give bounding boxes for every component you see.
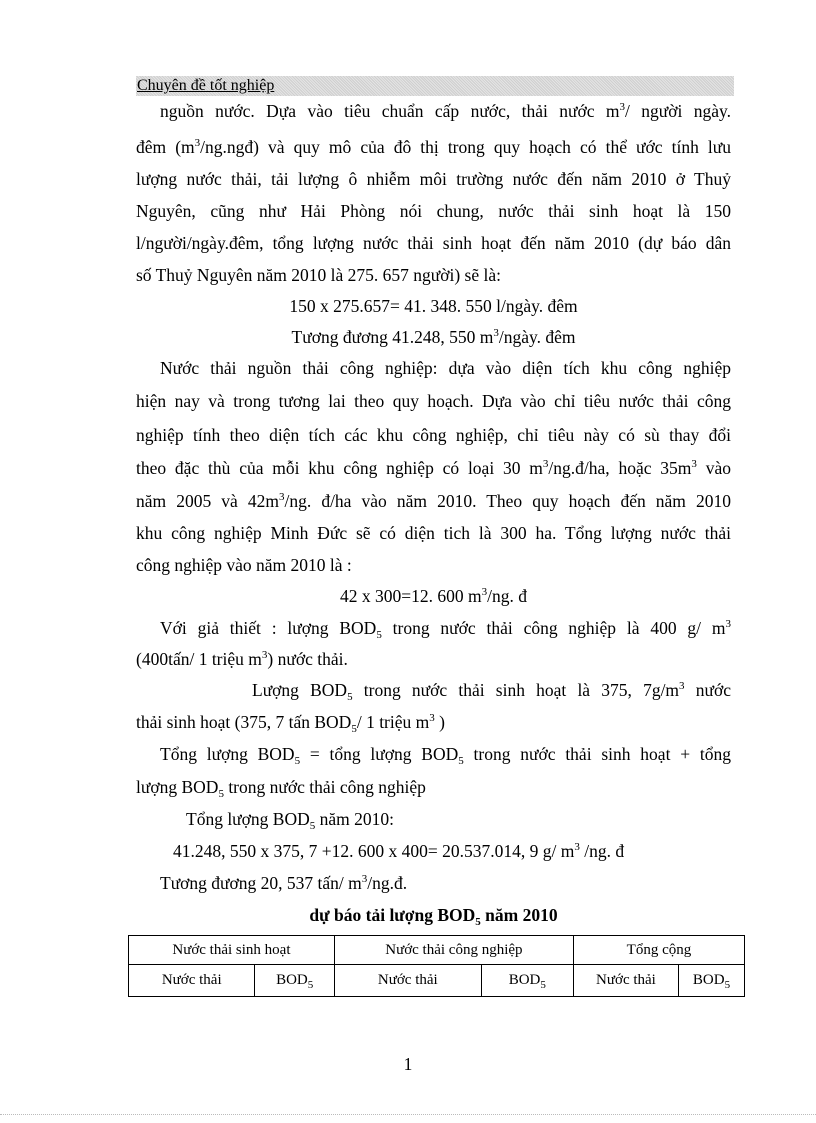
paragraph-line [252, 679, 731, 701]
superscript: 3 [493, 327, 499, 339]
text: /ng. đ [487, 586, 527, 606]
paragraph-line [136, 776, 426, 798]
superscript: 3 [481, 586, 488, 598]
paragraph-line [136, 711, 445, 733]
subscript: 5 [458, 755, 464, 767]
text: trong nước thải sinh hoạt + tổng [463, 744, 731, 764]
text: BOD [276, 972, 308, 988]
subscript: 5 [294, 755, 301, 767]
paragraph-line: công nghiệp vào năm 2010 là : [136, 555, 352, 575]
subscript: 5 [309, 820, 316, 832]
paragraph-line: hiện nay và trong tương lai theo quy hoạch. Dựa vào chỉ tiêu nước thải công [136, 391, 731, 411]
superscript: 3 [429, 712, 435, 724]
text: Tương đương 20, 537 tấn/ m [160, 873, 362, 893]
subscript: 5 [351, 723, 357, 735]
superscript: 3 [679, 680, 685, 692]
paragraph-line: khu công nghiệp Minh Đức sẽ có diện tich là 300 ha. Tổng lượng nước thải [136, 523, 731, 543]
subscript: 5 [540, 979, 546, 991]
paragraph-line [160, 872, 407, 894]
footer-divider [0, 1114, 816, 1115]
table-subheader-cell: Nước thải [129, 965, 255, 997]
text: thải sinh hoạt (375, 7 tấn BOD [136, 712, 352, 732]
text: 42 x 300=12. 600 m [340, 586, 482, 606]
header-text: Chuyên đề tốt nghiệp [137, 77, 275, 94]
table-header-row [129, 936, 745, 965]
paragraph-line [160, 617, 731, 639]
subscript: 5 [347, 691, 353, 703]
paragraph-line [136, 490, 731, 512]
paragraph-line: l/người/ngày.đêm, tổng lượng nước thải sinh hoạt đến năm 2010 (dự báo dân [136, 233, 731, 253]
text: Tương đương 41.248, 550 m [291, 327, 494, 347]
text: Tổng lượng BOD [186, 809, 310, 829]
text: ) nước thải. [267, 649, 348, 669]
text: nước [684, 680, 731, 700]
subscript: 5 [475, 916, 481, 928]
paragraph-line [186, 808, 394, 830]
text: /ng.đ/ha, hoặc 35m [548, 458, 692, 478]
table-header-cell: Tổng cộng [573, 936, 744, 965]
superscript: 3 [261, 649, 268, 661]
table-subheader-cell: Nước thải [334, 965, 481, 997]
paragraph-line: số Thuỷ Nguyên năm 2010 là 275. 657 người) sẽ là: [136, 265, 501, 285]
table-subheader-cell [481, 965, 573, 997]
text: /ng.đ. [367, 873, 408, 893]
text: /ng. đ/ha vào năm 2010. Theo quy hoạch đến năm 2010 [284, 491, 731, 511]
text: /ng.ngđ) và quy mô của đô thị trong quy hoạch có thể ước tính lưu [200, 137, 731, 157]
text: Tổng lượng BOD [160, 744, 295, 764]
superscript: 3 [574, 841, 580, 853]
text: /ngày. đêm [498, 327, 576, 347]
table-subheader-cell [255, 965, 334, 997]
paragraph-line: nghiệp tính theo diện tích các khu công nghiệp, chỉ tiêu này có sù thay đổi [136, 425, 731, 445]
document-header [136, 76, 734, 96]
table-title [136, 904, 731, 926]
text: trong nước thải công nghiệp là 400 g/ m [381, 618, 726, 638]
page-number: 1 [403, 1054, 413, 1074]
subscript: 5 [376, 629, 382, 641]
paragraph-line [136, 457, 731, 479]
text: trong nước thải công nghiệp [223, 777, 426, 797]
superscript: 3 [194, 137, 201, 149]
equation [173, 840, 624, 862]
text: dự báo tải lượng BOD [309, 905, 476, 925]
paragraph-line [136, 136, 731, 158]
text: (400tấn/ 1 triệu m [136, 649, 262, 669]
equation [136, 585, 731, 607]
superscript: 3 [619, 101, 625, 113]
text: vào [696, 458, 731, 478]
text: ) [434, 712, 445, 732]
text: theo đặc thù của mỗi khu công nghiệp có loại 30 m [136, 458, 543, 478]
paragraph-line [160, 743, 731, 765]
text: 41.248, 550 x 375, 7 +12. 600 x 400= 20.537.014, 9 g/ m [173, 841, 575, 861]
paragraph-line: lượng nước thải, tải lượng ô nhiễm môi trường nước đến năm 2010 ở Thuỷ [136, 169, 731, 189]
superscript: 3 [542, 458, 549, 470]
paragraph-line [160, 100, 731, 122]
text: lượng BOD [136, 777, 219, 797]
text: Lượng BOD [252, 680, 348, 700]
superscript: 3 [361, 873, 368, 885]
equation [136, 326, 731, 348]
text: BOD [692, 972, 725, 988]
paragraph-line: Nước thải nguồn thải công nghiệp: dựa vào diện tích khu công nghiệp [160, 358, 731, 378]
text: năm 2010: [315, 809, 394, 829]
text: đêm (m [136, 137, 195, 157]
text: = tổng lượng BOD [300, 744, 459, 764]
text: Với giả thiết : lượng BOD [160, 618, 377, 638]
superscript: 3 [725, 618, 731, 630]
text: nguồn nước. Dựa vào tiêu chuẩn cấp nước, thải nước m [160, 101, 620, 121]
paragraph-line: Nguyên, cũng như Hải Phòng nói chung, nước thải sinh hoạt là 150 [136, 201, 731, 221]
table-subheader-cell: Nước thải [573, 965, 678, 997]
text: trong nước thải sinh hoạt là 375, 7g/m [352, 680, 680, 700]
superscript: 3 [691, 458, 697, 470]
text: /ng. đ [579, 841, 625, 861]
table-header-cell: Nước thải công nghiệp [334, 936, 573, 965]
paragraph-line [136, 648, 348, 670]
superscript: 3 [279, 491, 285, 503]
equation: 150 x 275.657= 41. 348. 550 l/ngày. đêm [289, 296, 578, 316]
subscript: 5 [724, 979, 731, 991]
text: / người ngày. [624, 101, 731, 121]
text: BOD [508, 972, 541, 988]
bod-forecast-table [128, 935, 745, 997]
subscript: 5 [307, 979, 314, 991]
text: năm 2005 và 42m [136, 491, 279, 511]
table-header-cell: Nước thải sinh hoạt [129, 936, 335, 965]
subscript: 5 [218, 788, 224, 800]
table-subheader-cell [678, 965, 744, 997]
table-subheader-row [129, 965, 745, 997]
text: / 1 triệu m [356, 712, 430, 732]
text: năm 2010 [480, 905, 558, 925]
